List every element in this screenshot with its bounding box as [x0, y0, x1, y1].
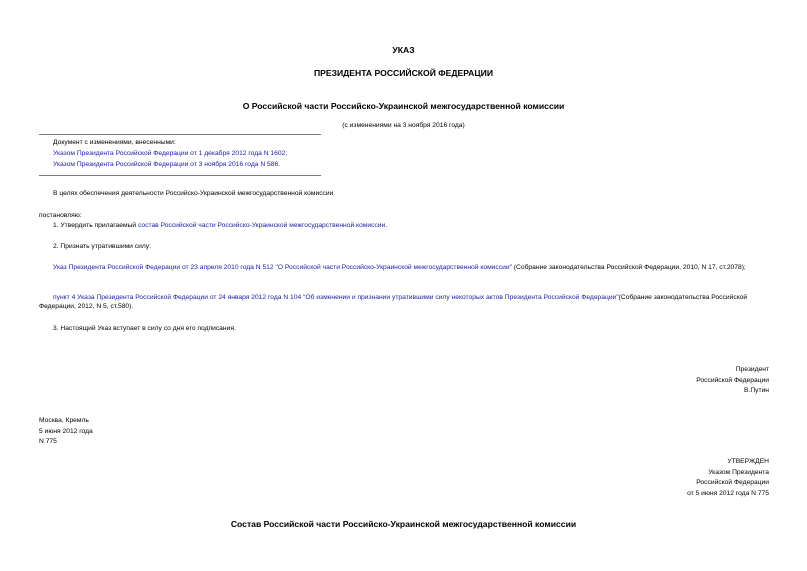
decree-number: N 775: [39, 438, 57, 445]
document-type-title: УКАЗ: [392, 45, 415, 55]
decree-word: постановляю:: [39, 212, 82, 219]
signature-position: Президент: [735, 366, 769, 373]
approval-line-4: от 5 июня 2012 года N 775: [687, 490, 769, 497]
amendments-intro: Документ с изменениями, внесенными:: [53, 139, 176, 146]
document-heading: О Российской части Российско-Украинской межгосударственной комиссии: [242, 101, 565, 111]
amendment-link-1602[interactable]: Указом Президента Российской Федерации от 1 декабря 2012 года N 1602;: [53, 150, 288, 157]
item-3: 3. Настоящий Указ вступает в силу со дня его подписания.: [53, 325, 236, 332]
signature-name: В.Путин: [744, 387, 769, 394]
item-2b-source: (Собрание законодательства Российской Федерации, 2012, N 5, ст.580).: [39, 294, 748, 311]
approval-line-2: Указом Президента: [708, 469, 769, 476]
item-1: [53, 221, 387, 230]
amendments-top-rule: [39, 134, 321, 135]
composition-link[interactable]: состав Российской части Российско-Украинской межгосударственной комиссии: [137, 222, 386, 229]
amendment-link-586[interactable]: Указом Президента Российской Федерации от 3 ноября 2016 года N 586.: [53, 161, 281, 168]
place: Москва, Кремль: [39, 417, 89, 424]
item-2: 2. Признать утратившими силу:: [53, 243, 151, 250]
decree-104-link[interactable]: пункт 4 Указа Президента Российской Федерации от 24 января 2012 года N 104 "Об изменении и признании утратившими силу некоторых актов Президента Российской Федерации": [53, 294, 619, 301]
decree-512-link[interactable]: Указ Президента Российской Федерации от 23 апреля 2010 года N 512 "О Российской части Российско-Украинской межгосударственной комиссии": [53, 264, 512, 271]
approval-line-3: Российской Федерации: [696, 479, 769, 486]
item-2b: [39, 293, 769, 311]
item-1-suffix: .: [385, 222, 388, 229]
preamble: В целях обеспечения деятельности Российско-Украинской межгосударственной комиссии: [53, 190, 334, 197]
item-1-prefix: 1. Утвердить прилагаемый: [53, 222, 138, 229]
annex-title: Состав Российской части Российско-Украинской межгосударственной комиссии: [230, 519, 577, 529]
approval-line-1: УТВЕРЖДЕН: [727, 458, 769, 465]
item-2a-source: (Собрание законодательства Российской Федерации, 2010, N 17, ст.2078);: [511, 264, 746, 271]
issuer-title: ПРЕЗИДЕНТА РОССИЙСКОЙ ФЕДЕРАЦИИ: [313, 68, 494, 78]
item-2a: [39, 263, 769, 272]
revision-note: (с изменениями на 3 ноября 2016 года): [342, 122, 465, 129]
date: 5 июня 2012 года: [39, 428, 93, 435]
amendments-bottom-rule: [39, 175, 321, 176]
signature-country: Российской Федерации: [696, 377, 769, 384]
